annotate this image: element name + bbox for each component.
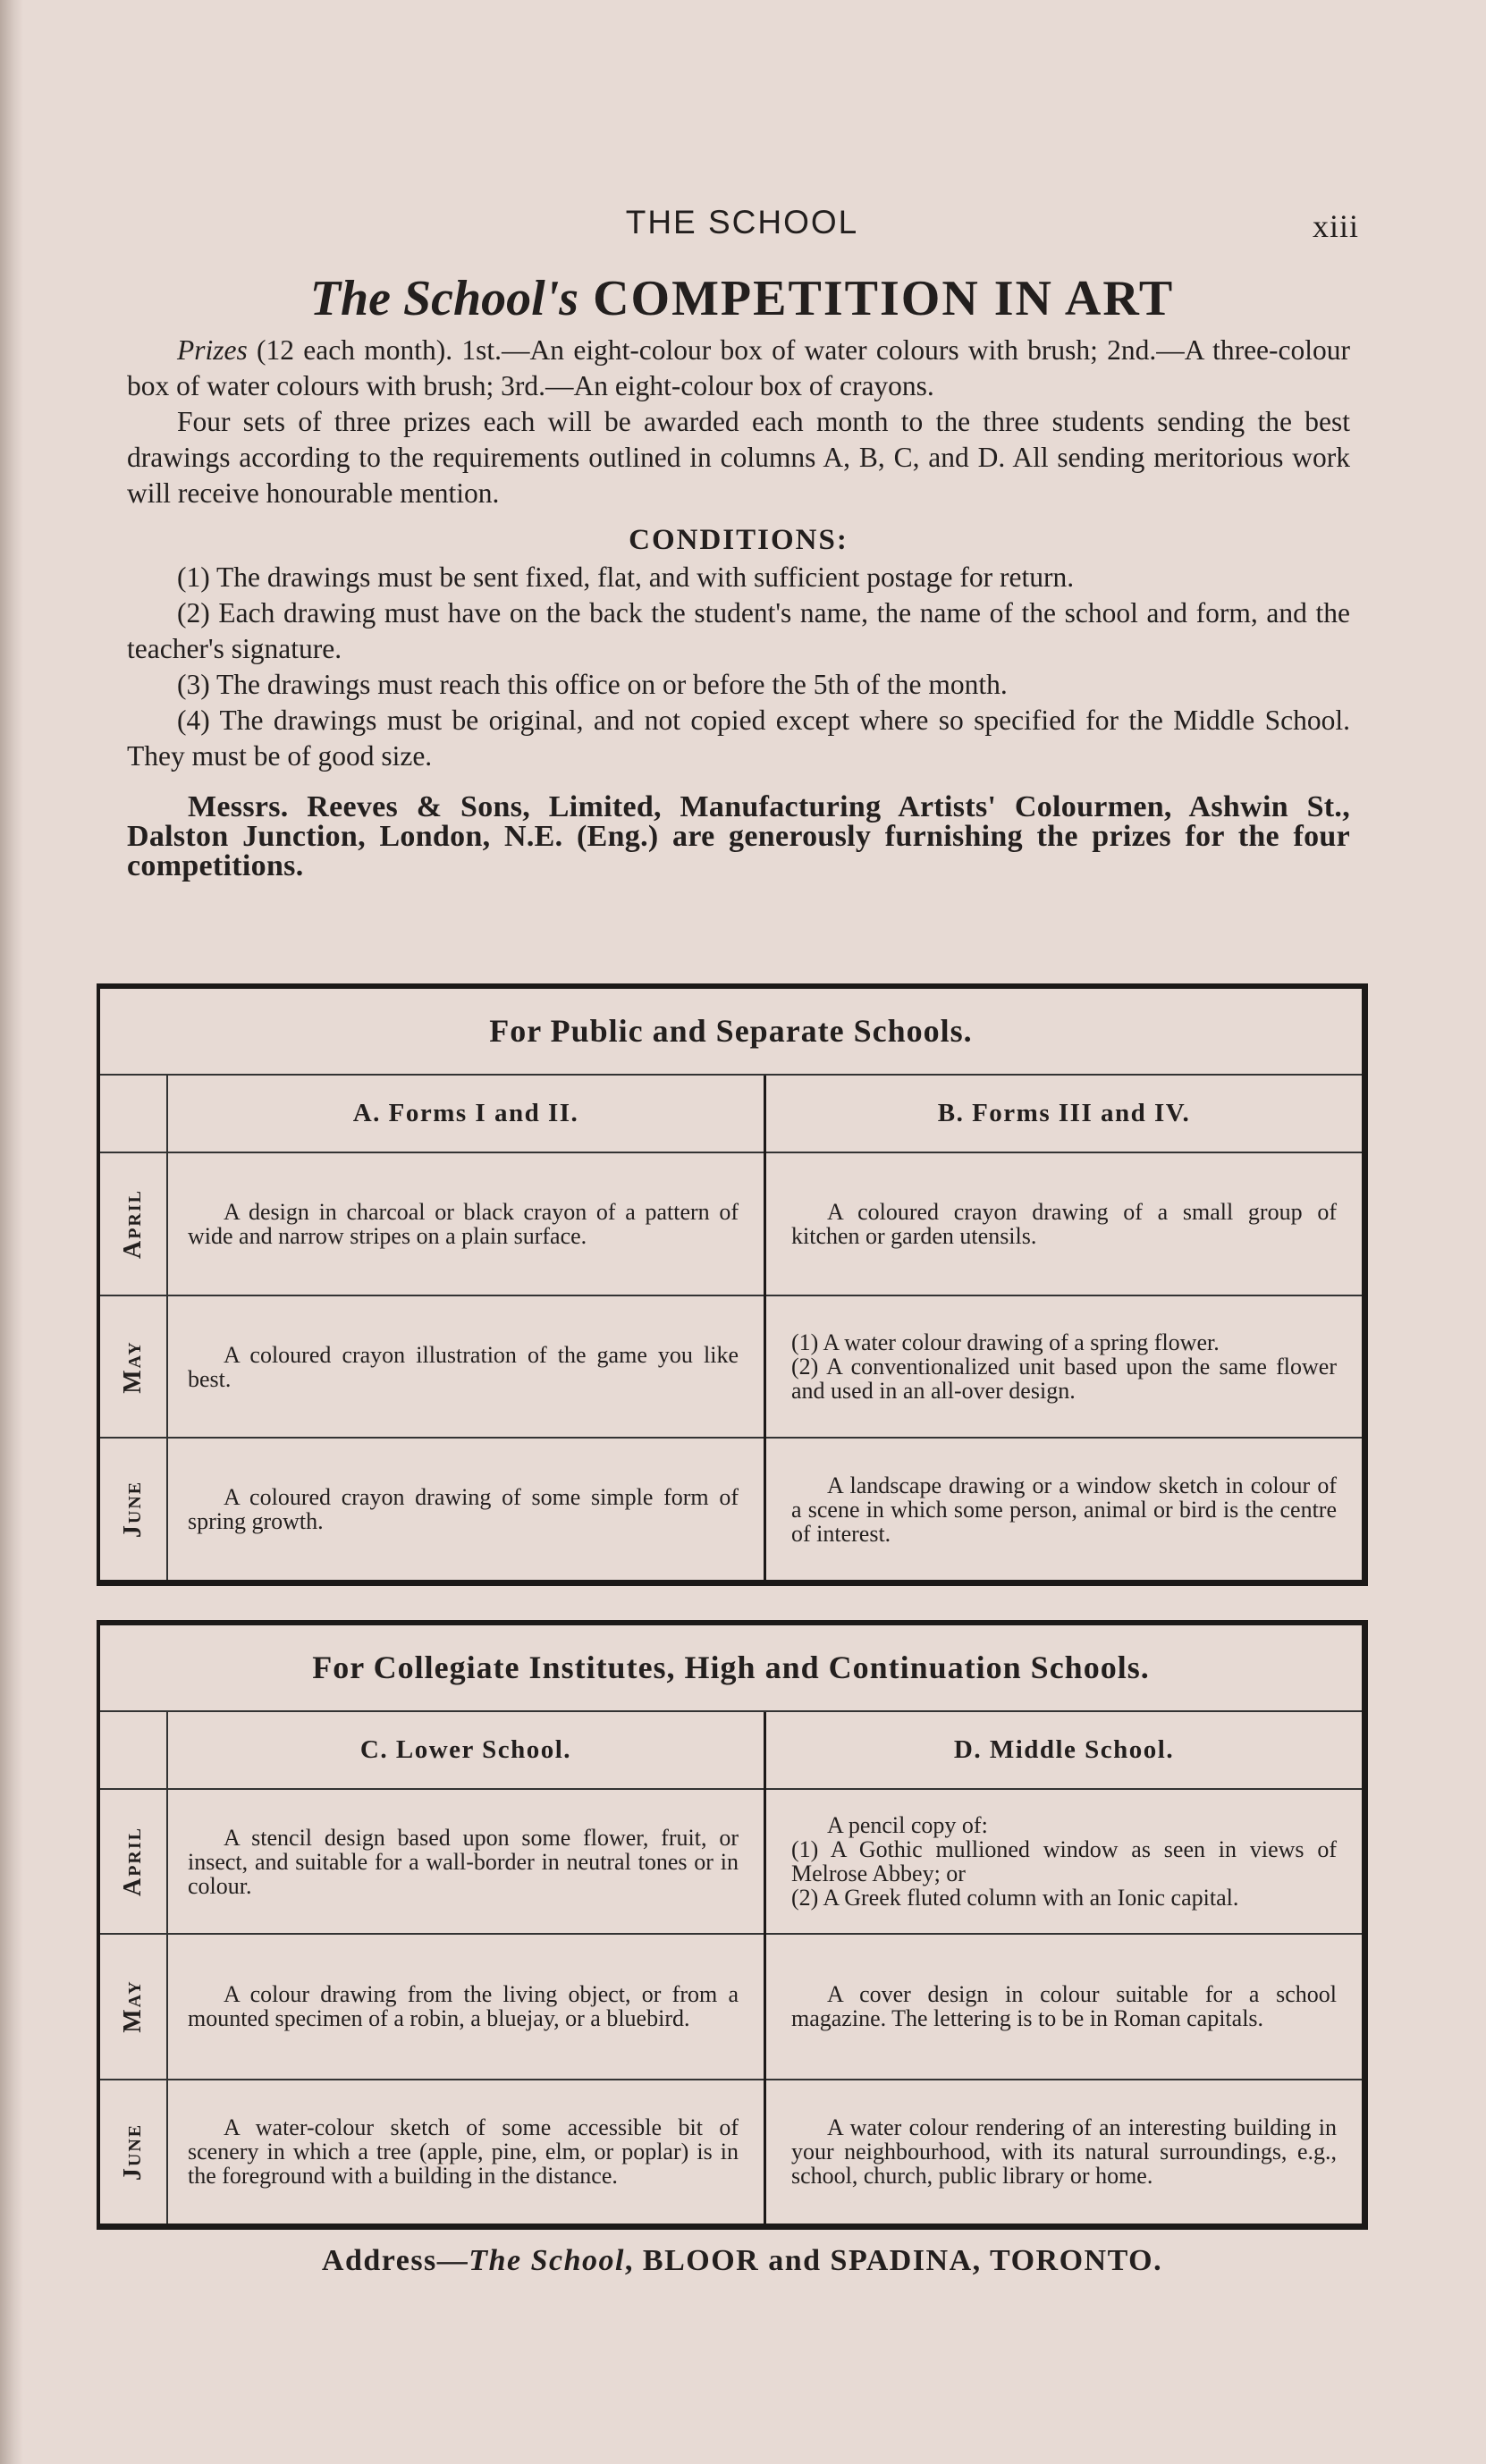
column-heading: A. Forms I and II.: [352, 1099, 579, 1127]
address-line: [125, 2244, 1359, 2278]
table-cell: A design in charcoal or black crayon of a pattern of wide and narrow stripes on a plain surface.: [168, 1152, 764, 1295]
column-heading: D. Middle School.: [953, 1735, 1175, 1764]
table-cell: A coloured crayon illustration of the game you like best.: [168, 1295, 764, 1438]
month-column: [100, 1076, 168, 1580]
address-suffix: , BLOOR and SPADINA, TORONTO.: [624, 2244, 1163, 2277]
address-blackletter: The School: [469, 2244, 625, 2277]
month-label-april: April: [100, 1788, 166, 1933]
condition-item: (4) The drawings must be original, and not copied except where so specified for the Middle School. They must be of good size.: [127, 705, 1350, 772]
month-label-june: June: [100, 2079, 166, 2224]
prizes-paragraph: [127, 333, 1350, 404]
page-title: [125, 270, 1359, 327]
public-schools-table: [97, 983, 1368, 1586]
column-a: [168, 1076, 766, 1580]
condition-item: (2) Each drawing must have on the back the student's name, the name of the school and form, and the teacher's signature.: [127, 597, 1350, 664]
collegiate-schools-table: [97, 1620, 1368, 2230]
month-label-may: May: [100, 1933, 166, 2078]
prizes-label: Prizes: [177, 334, 248, 366]
column-d: [766, 1712, 1362, 2224]
column-heading: C. Lower School.: [359, 1735, 572, 1764]
page-header: [125, 204, 1359, 249]
month-label-april: April: [100, 1152, 166, 1295]
table-title: For Public and Separate Schools.: [100, 989, 1362, 1076]
table-cell: A cover design in colour suitable for a school magazine. The lettering is to be in Roman capitals.: [766, 1933, 1362, 2078]
title-main: COMPETITION IN ART: [593, 271, 1175, 326]
table-cell: A landscape drawing or a window sketch in colour of a scene in which some person, animal or bird is the centre of interest.: [766, 1437, 1362, 1580]
table-cell: A coloured crayon drawing of some simple form of spring growth.: [168, 1437, 764, 1580]
prizes-text: (12 each month). 1st.—An eight-colour box of water colours with brush; 2nd.—A three-colour box of water colours with brush; 3rd.—An eight-colour box of crayons.: [127, 334, 1350, 401]
condition-item: (1) The drawings must be sent fixed, flat, and with sufficient postage for return.: [177, 561, 1075, 593]
table-cell: A pencil copy of: (1) A Gothic mullioned window as seen in views of Melrose Abbey; or (2) A Greek fluted column with an Ionic capital.: [766, 1788, 1362, 1933]
table-cell: A stencil design based upon some flower, fruit, or insect, and suitable for a wall-border in neutral tones or in colour.: [168, 1788, 764, 1933]
page-spine-shadow: [0, 0, 23, 2464]
sponsor-notice: Messrs. Reeves & Sons, Limited, Manufacturing Artists' Colourmen, Ashwin St., Dalston Junction, London, N.E. (Eng.) are generously furnishing the prizes for the four competitions.: [127, 790, 1350, 882]
awards-paragraph: Four sets of three prizes each will be awarded each month to the three students sending the best drawings according to the requirements outlined in columns A, B, C, and D. All sending meritorious work will receive honourable mention.: [127, 406, 1350, 509]
conditions-heading: CONDITIONS:: [629, 524, 849, 556]
table-cell: A coloured crayon drawing of a small group of kitchen or garden utensils.: [766, 1152, 1362, 1295]
table-title: For Collegiate Institutes, High and Continuation Schools.: [100, 1625, 1362, 1712]
condition-item: (3) The drawings must reach this office on or before the 5th of the month.: [177, 669, 1008, 700]
table-cell: A water-colour sketch of some accessible bit of scenery in which a tree (apple, pine, elm, or poplar) is in the foreground with a building in the distance.: [168, 2079, 764, 2224]
table-cell: (1) A water colour drawing of a spring flower. (2) A conventionalized unit based upon the same flower and used in an all-over design.: [766, 1295, 1362, 1438]
table-cell: A colour drawing from the living object, or from a mounted specimen of a robin, a bluejay, or a bluebird.: [168, 1933, 764, 2078]
running-title: THE SCHOOL: [625, 204, 859, 240]
address-prefix: Address—: [321, 2244, 469, 2277]
page-number: xiii: [1312, 208, 1359, 244]
column-c: [168, 1712, 766, 2224]
table-cell: A water colour rendering of an interesting building in your neighbourhood, with its natural surroundings, e.g., school, church, public library or home.: [766, 2079, 1362, 2224]
month-label-june: June: [100, 1437, 166, 1580]
column-heading: B. Forms III and IV.: [937, 1099, 1191, 1127]
intro-section: [127, 333, 1350, 881]
column-b: [766, 1076, 1362, 1580]
month-label-may: May: [100, 1295, 166, 1438]
title-blackletter: The School's: [309, 271, 579, 326]
month-column: [100, 1712, 168, 2224]
